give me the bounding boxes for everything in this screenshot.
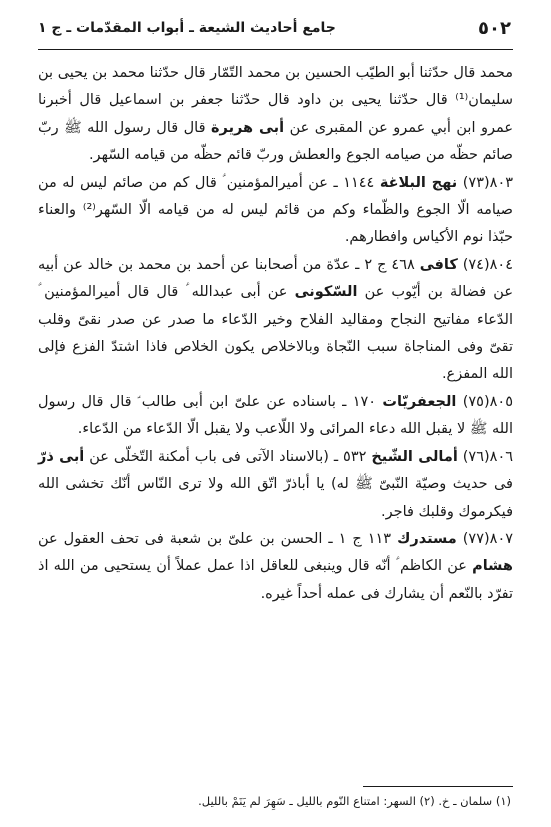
narrator-name: السّكونى: [294, 284, 358, 301]
entry-text-continued: عن أبى عبدالله ؑ قال قال أميرالمؤمنين ؑ الدّعاء مفاتيح النجاح ومقاليد الفلاح وخير الدّعاء ما صدر عن صدر نقىّ وقلب تقىّ وفى المناجاة سبب النّجاة وبالاخلاص يكون الخلاص فاذا اشتدّ الفزع فإلى الله المفزع.: [38, 284, 513, 383]
hadith-entry-803: [38, 170, 513, 252]
hadith-continuation: [38, 60, 513, 170]
source-name: الجعفريّات: [382, 393, 457, 410]
entry-text: ١١٣ ج ١ ـ الحسن بن علىّ بن شعبة فى تحف العقول عن: [38, 530, 398, 547]
entry-text: ١٧٠ ـ باسناده عن علىّ ابن أبى طالب ؑ قال قال رسول الله ﷺ لا يقبل الله دعاء المرائى ولا اللّاعب ولا يقبل الّا الدّعاء من الدّعاء.: [38, 393, 513, 438]
entry-text: ٥٣٢ ـ (بالاسناد الآتى فى باب أمكنة التّخلّى عن: [84, 448, 372, 465]
entry-index: (٧٦): [462, 448, 490, 465]
entry-text: ٤٦٨ ج ٢ ـ عدّة من أصحابنا عن أحمد بن محمد بن خالد عن أبيه عن فضالة بن أيّوب عن: [38, 256, 513, 301]
narrator-name: أبى ذرّ: [38, 448, 85, 465]
source-name: مستدرك: [397, 530, 457, 547]
entry-number: ٨٠٥: [489, 393, 513, 410]
source-name: أمالى الشّيخ: [371, 448, 458, 465]
page-header: [38, 8, 511, 48]
entry-text-continued: عن الكاظم ؑ أنّه قال وينبغى للعاقل اذا عمل عملاً أن يستحيى من الله اذ تفرّد بالنّعم أن يشارك فى عمله أحداً غيره.: [38, 558, 513, 602]
source-name: نهج البلاغة: [379, 174, 458, 191]
footnote: (١) سلمان ـ خ. (٢) السهر: امتناع النّوم بالليل ـ سَهِرَ لم يَنَمْ بالليل.: [198, 794, 511, 808]
entry-text: محمد قال حدّثنا أبو الطيّب الحسين بن محمد التّمّار قال حدّثنا محمد بن يحيى بن سليمان⁽¹⁾ قال حدّثنا يحيى بن داود قال حدّثنا جعفر بن اسماعيل قال أخبرنا عمرو ابن أبي عمرو عن المقبرى عن: [38, 65, 514, 136]
entry-number: ٨٠٧: [489, 530, 514, 547]
entry-text: ١١٤٤ ـ عن أميرالمؤمنين ؑ قال كم من صائم ليس له من صيامه الّا الجوع والظّماء وكم من قائم ليس له من قيامه الّا السّهر⁽²⁾ والعناء حبّذا نوم الأكياس وافطارهم.: [38, 174, 513, 246]
entry-number: ٨٠٦: [489, 448, 514, 465]
hadith-entry-805: [38, 389, 513, 444]
header-divider: [38, 49, 513, 50]
narrator-name: هشام: [472, 558, 513, 575]
entry-text-continued: فى حديث وصيّة النّبىّ ﷺ له) يا أباذرّ اتّق الله ولا ترى النّاس أنّك تخشى الله فيكرموك وقلبك فاجر.: [38, 476, 513, 520]
entry-index: (٧٥): [462, 393, 490, 410]
narrator-name: أبى هريرة: [210, 119, 285, 136]
entry-index: (٧٣): [462, 174, 490, 191]
page-body: [38, 60, 513, 608]
hadith-entry-806: [38, 444, 513, 526]
entry-index: (٧٧): [462, 530, 490, 547]
footnote-divider: [363, 786, 513, 787]
entry-number: ٨٠٣: [489, 174, 514, 191]
source-name: كافى: [419, 256, 458, 273]
entry-index: (٧٤): [462, 256, 490, 273]
entry-number: ٨٠٤: [489, 256, 513, 273]
hadith-entry-807: [38, 526, 513, 608]
hadith-entry-804: [38, 252, 513, 389]
page-number: ٥٠٢: [478, 17, 511, 39]
running-title: جامع أحاديث الشيعة ـ أبواب المقدّمات ـ ج ١: [38, 20, 336, 36]
entry-text-continued: قال قال رسول الله ﷺ ربّ صائم حظّه من صيامه الجوع والعطش وربّ قائم حظّه من قيامه السّهر.: [38, 119, 513, 164]
